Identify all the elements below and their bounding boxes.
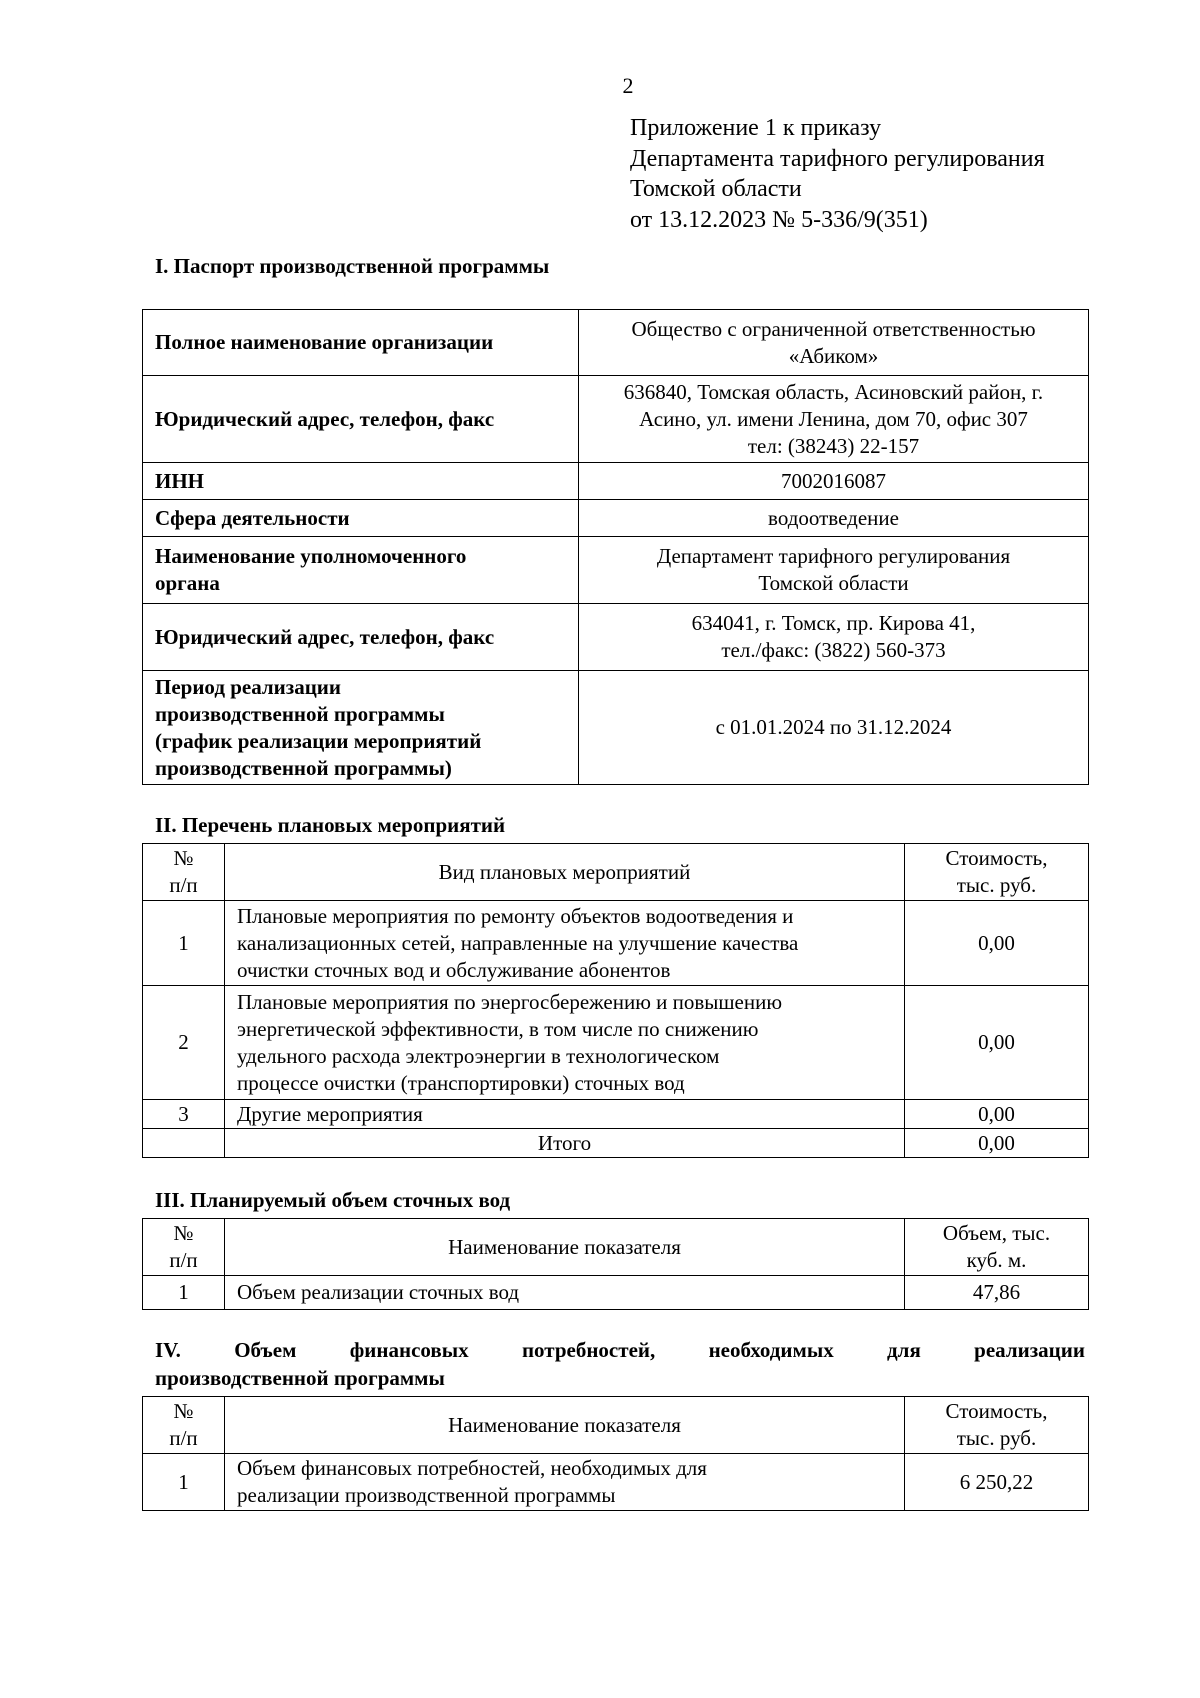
passport-value bbox=[579, 310, 1089, 376]
table-row bbox=[143, 604, 1089, 671]
section-4-title bbox=[155, 1336, 1085, 1392]
passport-value bbox=[579, 537, 1089, 604]
total-row bbox=[143, 1129, 1089, 1158]
appendix-line: Томской области bbox=[630, 176, 802, 202]
column-header-indicator: Наименование показателя bbox=[225, 1219, 905, 1276]
column-header-cost bbox=[905, 844, 1089, 901]
empty-cell bbox=[143, 1129, 225, 1158]
title-word: потребностей, bbox=[521, 1338, 656, 1362]
page-number: 2 bbox=[622, 73, 634, 98]
value-line: 636840, Томская область, Асиновский район, г. bbox=[623, 379, 1044, 404]
total-cost: 0,00 bbox=[905, 1129, 1089, 1158]
passport-value bbox=[579, 376, 1089, 463]
table-row bbox=[143, 537, 1089, 604]
column-header-cost bbox=[905, 1397, 1089, 1454]
value-line: «Абиком» bbox=[788, 343, 879, 368]
row-number: 1 bbox=[143, 901, 225, 986]
table-row bbox=[143, 1276, 1089, 1310]
column-header-number bbox=[143, 1219, 225, 1276]
section-1-title: I. Паспорт производственной программы bbox=[155, 254, 550, 278]
label-line: (график реализации мероприятий bbox=[155, 728, 482, 753]
passport-label bbox=[143, 671, 579, 785]
title-word: Объем bbox=[234, 1338, 297, 1362]
indicator-name bbox=[225, 1454, 905, 1511]
column-header-activity: Вид плановых мероприятий bbox=[225, 844, 905, 901]
header-line: п/п bbox=[169, 873, 198, 897]
column-header-indicator: Наименование показателя bbox=[225, 1397, 905, 1454]
table-row bbox=[143, 500, 1089, 537]
passport-label: Юридический адрес, телефон, факс bbox=[143, 376, 579, 463]
label-line: Наименование уполномоченного bbox=[155, 544, 467, 568]
text-line: энергетической эффективности, в том числе по снижению bbox=[237, 1016, 759, 1041]
table-row bbox=[143, 671, 1089, 785]
row-number: 3 bbox=[143, 1100, 225, 1129]
value-line: Департамент тарифного регулирования bbox=[656, 544, 1011, 568]
table-row bbox=[143, 310, 1089, 376]
table-header-row bbox=[143, 1397, 1089, 1454]
header-line: п/п bbox=[169, 1426, 198, 1450]
value-line: 634041, г. Томск, пр. Кирова 41, bbox=[691, 611, 976, 635]
header-line: Стоимость, bbox=[945, 1399, 1048, 1423]
header-line: Объем, тыс. bbox=[942, 1221, 1051, 1245]
label-line: производственной программы) bbox=[155, 755, 452, 780]
text-line: Плановые мероприятия по энергосбережению и повышению bbox=[237, 989, 783, 1014]
table-row bbox=[143, 1454, 1089, 1511]
header-line: Стоимость, bbox=[945, 846, 1048, 870]
title-word: финансовых bbox=[349, 1338, 469, 1362]
title-word: необходимых bbox=[708, 1338, 834, 1362]
label-line: Период реализации bbox=[155, 674, 342, 699]
passport-value: 7002016087 bbox=[579, 463, 1089, 500]
passport-label: Сфера деятельности bbox=[143, 500, 579, 537]
activity-cost: 0,00 bbox=[905, 986, 1089, 1100]
text-line: процессе очистки (транспортировки) сточных вод bbox=[237, 1070, 685, 1095]
title-word: для bbox=[887, 1338, 921, 1362]
appendix-line: Департамента тарифного регулирования bbox=[630, 145, 1045, 172]
indicator-value: 6 250,22 bbox=[905, 1454, 1089, 1511]
header-line: тыс. руб. bbox=[956, 1426, 1037, 1450]
activity-name bbox=[225, 901, 905, 986]
total-label: Итого bbox=[225, 1129, 905, 1158]
text-line: Объем финансовых потребностей, необходимых для bbox=[237, 1456, 707, 1480]
passport-value: с 01.01.2024 по 31.12.2024 bbox=[579, 671, 1089, 785]
passport-label: ИНН bbox=[143, 463, 579, 500]
text-line: удельного расхода электроэнергии в технологическом bbox=[237, 1043, 720, 1068]
passport-table bbox=[142, 309, 1089, 785]
value-line: тел: (38243) 22-157 bbox=[747, 433, 920, 458]
value-line: Общество с ограниченной ответственностью bbox=[631, 316, 1036, 341]
label-line: органа bbox=[155, 571, 220, 595]
activity-cost: 0,00 bbox=[905, 901, 1089, 986]
text-line: Плановые мероприятия по ремонту объектов водоотведения и bbox=[237, 903, 794, 928]
activities-table bbox=[142, 843, 1089, 1158]
column-header-number bbox=[143, 844, 225, 901]
passport-label: Полное наименование организации bbox=[143, 310, 579, 376]
section-3-title: III. Планируемый объем сточных вод bbox=[155, 1188, 511, 1212]
row-number: 1 bbox=[143, 1454, 225, 1511]
text-line: очистки сточных вод и обслуживание абонентов bbox=[237, 957, 671, 982]
indicator-name: Объем реализации сточных вод bbox=[225, 1276, 905, 1310]
header-line: куб. м. bbox=[966, 1248, 1027, 1272]
table-row bbox=[143, 463, 1089, 500]
header-line: № bbox=[173, 1221, 194, 1245]
header-line: тыс. руб. bbox=[956, 873, 1037, 897]
title-word: реализации bbox=[974, 1338, 1085, 1362]
header-line: п/п bbox=[169, 1248, 198, 1272]
table-row bbox=[143, 986, 1089, 1100]
activity-name: Другие мероприятия bbox=[225, 1100, 905, 1129]
value-line: Асино, ул. имени Ленина, дом 70, офис 307 bbox=[639, 406, 1028, 431]
table-header-row bbox=[143, 844, 1089, 901]
label-line: производственной программы bbox=[155, 701, 445, 726]
table-row bbox=[143, 901, 1089, 986]
text-line: канализационных сетей, направленные на улучшение качества bbox=[237, 930, 799, 955]
volume-table bbox=[142, 1218, 1089, 1310]
header-line: № bbox=[173, 846, 194, 870]
value-line: тел./факс: (3822) 560-373 bbox=[721, 638, 946, 662]
appendix-header bbox=[630, 113, 1045, 235]
title-word: IV. bbox=[155, 1338, 181, 1362]
column-header-number bbox=[143, 1397, 225, 1454]
appendix-line: от 13.12.2023 № 5-336/9(351) bbox=[630, 206, 928, 233]
row-number: 1 bbox=[143, 1276, 225, 1310]
section-2-title: II. Перечень плановых мероприятий bbox=[155, 813, 506, 837]
passport-value bbox=[579, 604, 1089, 671]
table-header-row bbox=[143, 1219, 1089, 1276]
row-number: 2 bbox=[143, 986, 225, 1100]
activity-cost: 0,00 bbox=[905, 1100, 1089, 1129]
section-4-title-line-2: производственной программы bbox=[155, 1366, 445, 1390]
section-4-title-line-1 bbox=[155, 1336, 1085, 1364]
table-row bbox=[143, 1100, 1089, 1129]
passport-value: водоотведение bbox=[579, 500, 1089, 537]
value-line: Томской области bbox=[758, 571, 909, 595]
passport-label: Юридический адрес, телефон, факс bbox=[143, 604, 579, 671]
text-line: реализации производственной программы bbox=[237, 1483, 616, 1507]
header-line: № bbox=[173, 1399, 194, 1423]
appendix-line: Приложение 1 к приказу bbox=[630, 115, 882, 141]
passport-label bbox=[143, 537, 579, 604]
finance-table bbox=[142, 1396, 1089, 1511]
table-row bbox=[143, 376, 1089, 463]
column-header-volume bbox=[905, 1219, 1089, 1276]
indicator-value: 47,86 bbox=[905, 1276, 1089, 1310]
activity-name bbox=[225, 986, 905, 1100]
